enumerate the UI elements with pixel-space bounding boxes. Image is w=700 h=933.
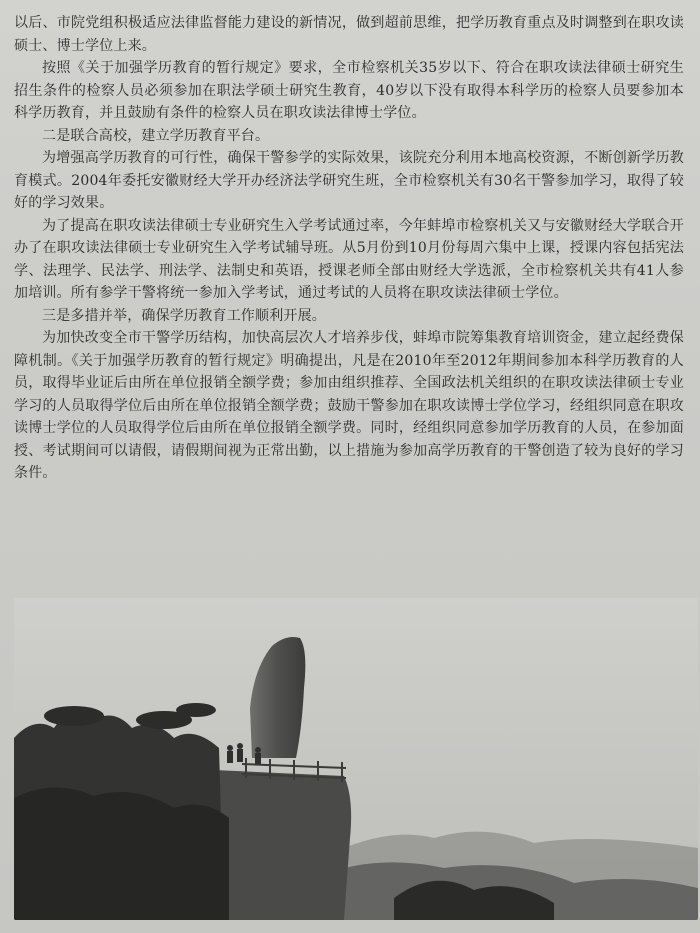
landscape-photo <box>14 598 698 920</box>
article-body <box>14 12 684 485</box>
paragraph-1: 以后、市院党组积极适应法律监督能力建设的新情况，做到超前思维，把学历教育重点及时调整到在职攻读硕士、博士学位上来。 <box>14 15 684 54</box>
section-heading-3: 三是多措并举，确保学历教育工作顺利开展。 <box>42 307 326 324</box>
rock-pinnacle-image <box>14 598 698 920</box>
paragraph-4: 为增强高学历教育的可行性，确保干警参学的实际效果，该院充分利用本地高校资源，不断创新学历教育模式。2004年委托安徽财经大学开办经济法学研究生班，全市检察机关有30名干警参加学习，取得了较好的学习效果。 <box>14 150 684 211</box>
paragraph-5: 为了提高在职攻读法律硕士专业研究生入学考试通过率，今年蚌埠市检察机关又与安徽财经大学联合开办了在职攻读法律硕士专业研究生入学考试辅导班。从5月份到10月份每周六集中上课，授课内容包括宪法学、法理学、民法学、刑法学、法制史和英语，授课老师全部由财经大学选派，全市检察机关共有41人参加培训。所有参学干警将统一参加入学考试，通过考试的人员将在职攻读法律硕士学位。 <box>14 217 684 301</box>
paragraph-7: 为加快改变全市干警学历结构，加快高层次人才培养步伐，蚌埠市院筹集教育培训资金，建立起经费保障机制。《关于加强学历教育的暂行规定》明确提出，凡是在2010年至2012年期间参加本科学历教育的人员，取得毕业证后由所在单位报销全额学费；参加由组织推荐、全国政法机关组织的在职攻读法律硕士专业学习的人员取得学位后由所在单位报销全额学费；鼓励干警参加在职攻读博士学位学习，经组织同意在职攻读博士学位的人员取得学位后由所在单位报销全额学费。同时，经组织同意参加学历教育的人员，在参加面授、考试期间可以请假，请假期间视为正常出勤，以上措施为参加高学历教育的干警创造了较为良好的学习条件。 <box>14 330 684 481</box>
paragraph-2: 按照《关于加强学历教育的暂行规定》要求，全市检察机关35岁以下、符合在职攻读法律硕士研究生招生条件的检察人员必须参加在职法学硕士研究生教育，40岁以下没有取得本科学历的检察人员要参加本科学历教育，并且鼓励有条件的检察人员在职攻读法律博士学位。 <box>14 60 684 121</box>
section-heading-2: 二是联合高校，建立学历教育平台。 <box>42 127 270 144</box>
